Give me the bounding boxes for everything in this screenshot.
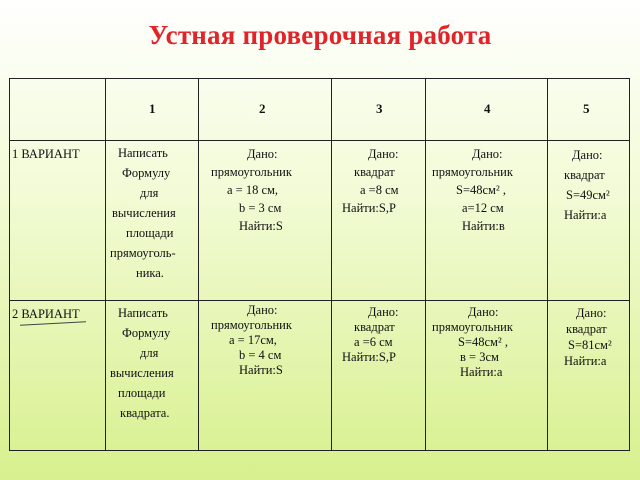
task-line: площади [126,226,174,240]
task-line: прямоугольник [211,318,292,332]
header-row [10,79,630,141]
task-cell [106,141,199,301]
task-line: Найти:S [239,219,283,233]
column-number: 1 [149,101,156,116]
task-line: Найти:а [564,354,607,368]
variant-label-text: 2 ВАРИАНТ [12,307,80,321]
task-line: а = 18 см, [227,183,279,197]
task-line: Дано: [247,147,278,161]
task-line: S=81см² [568,338,612,352]
task-line: Найти:а [564,208,607,222]
task-line: S=49см² [566,188,610,202]
task-line: Написать [118,306,168,320]
task-line: Найти:S,P [342,201,396,215]
task-line: S=48см² , [458,335,508,349]
task-line: квадрат [566,322,607,336]
task-cell [199,141,332,301]
task-cell [106,301,199,451]
task-line: прямоуголь- [110,246,176,260]
column-number: 4 [484,101,491,116]
task-line: а =8 см [360,183,399,197]
task-line: для [140,346,159,360]
task-line: Написать [118,146,168,160]
variant-row-1 [10,141,630,301]
column-header-5 [548,79,630,141]
task-text [199,301,331,378]
column-number: 5 [583,101,590,116]
task-line: для [140,186,159,200]
task-line: а =6 см [354,335,393,349]
task-line: Дано: [368,305,399,319]
task-line: Дано: [572,148,603,162]
column-number: 3 [376,101,383,116]
variant-row-2 [10,301,630,451]
task-line: а=12 см [462,201,504,215]
task-text [548,141,629,225]
task-line: S=48см² , [456,183,506,197]
task-text [426,141,547,235]
task-cell [548,141,630,301]
task-line: Формулу [122,166,171,180]
task-line: в = 3см [460,350,499,364]
underline-mark [20,321,86,325]
task-table [9,78,630,451]
task-line: b = 4 см [239,348,282,362]
task-line: площади [118,386,166,400]
task-line: прямоугольник [432,165,513,179]
task-line: Найти:в [462,219,505,233]
task-line: квадрат [564,168,605,182]
column-header-3 [332,79,426,141]
column-number: 2 [259,101,266,116]
task-line: Дано: [368,147,399,161]
column-header-1 [106,79,199,141]
task-line: квадрат [354,320,395,334]
task-line: вычисления [110,366,174,380]
task-text [199,141,331,235]
task-line: b = 3 см [239,201,282,215]
variant-label-text: 1 ВАРИАНТ [12,147,80,161]
task-line: Дано: [247,303,278,317]
task-cell [332,141,426,301]
task-line: квадрат [354,165,395,179]
column-header-4 [426,79,548,141]
task-line: ника. [136,266,164,280]
variant-label [10,301,106,451]
task-line: Найти:S [239,363,283,377]
variant-label [10,141,106,301]
corner-cell [10,79,106,141]
page-title: Устная проверочная работа [148,20,492,50]
task-cell [426,301,548,451]
task-cell [426,141,548,301]
task-line: Дано: [468,305,499,319]
task-cell [199,301,332,451]
task-text [332,301,425,365]
task-line: Дано: [576,306,607,320]
task-line: а = 17см, [229,333,277,347]
task-text [106,301,198,423]
task-line: Найти:а [460,365,503,379]
task-line: Дано: [472,147,503,161]
task-line: прямоугольник [211,165,292,179]
task-line: Формулу [122,326,171,340]
task-text [332,141,425,217]
task-cell [548,301,630,451]
task-text [426,301,547,380]
task-cell [332,301,426,451]
task-text [548,301,629,369]
task-line: вычисления [112,206,176,220]
task-line: Найти:S,P [342,350,396,364]
column-header-2 [199,79,332,141]
task-line: квадрата. [120,406,170,420]
task-line: прямоугольник [432,320,513,334]
task-text [106,141,198,283]
